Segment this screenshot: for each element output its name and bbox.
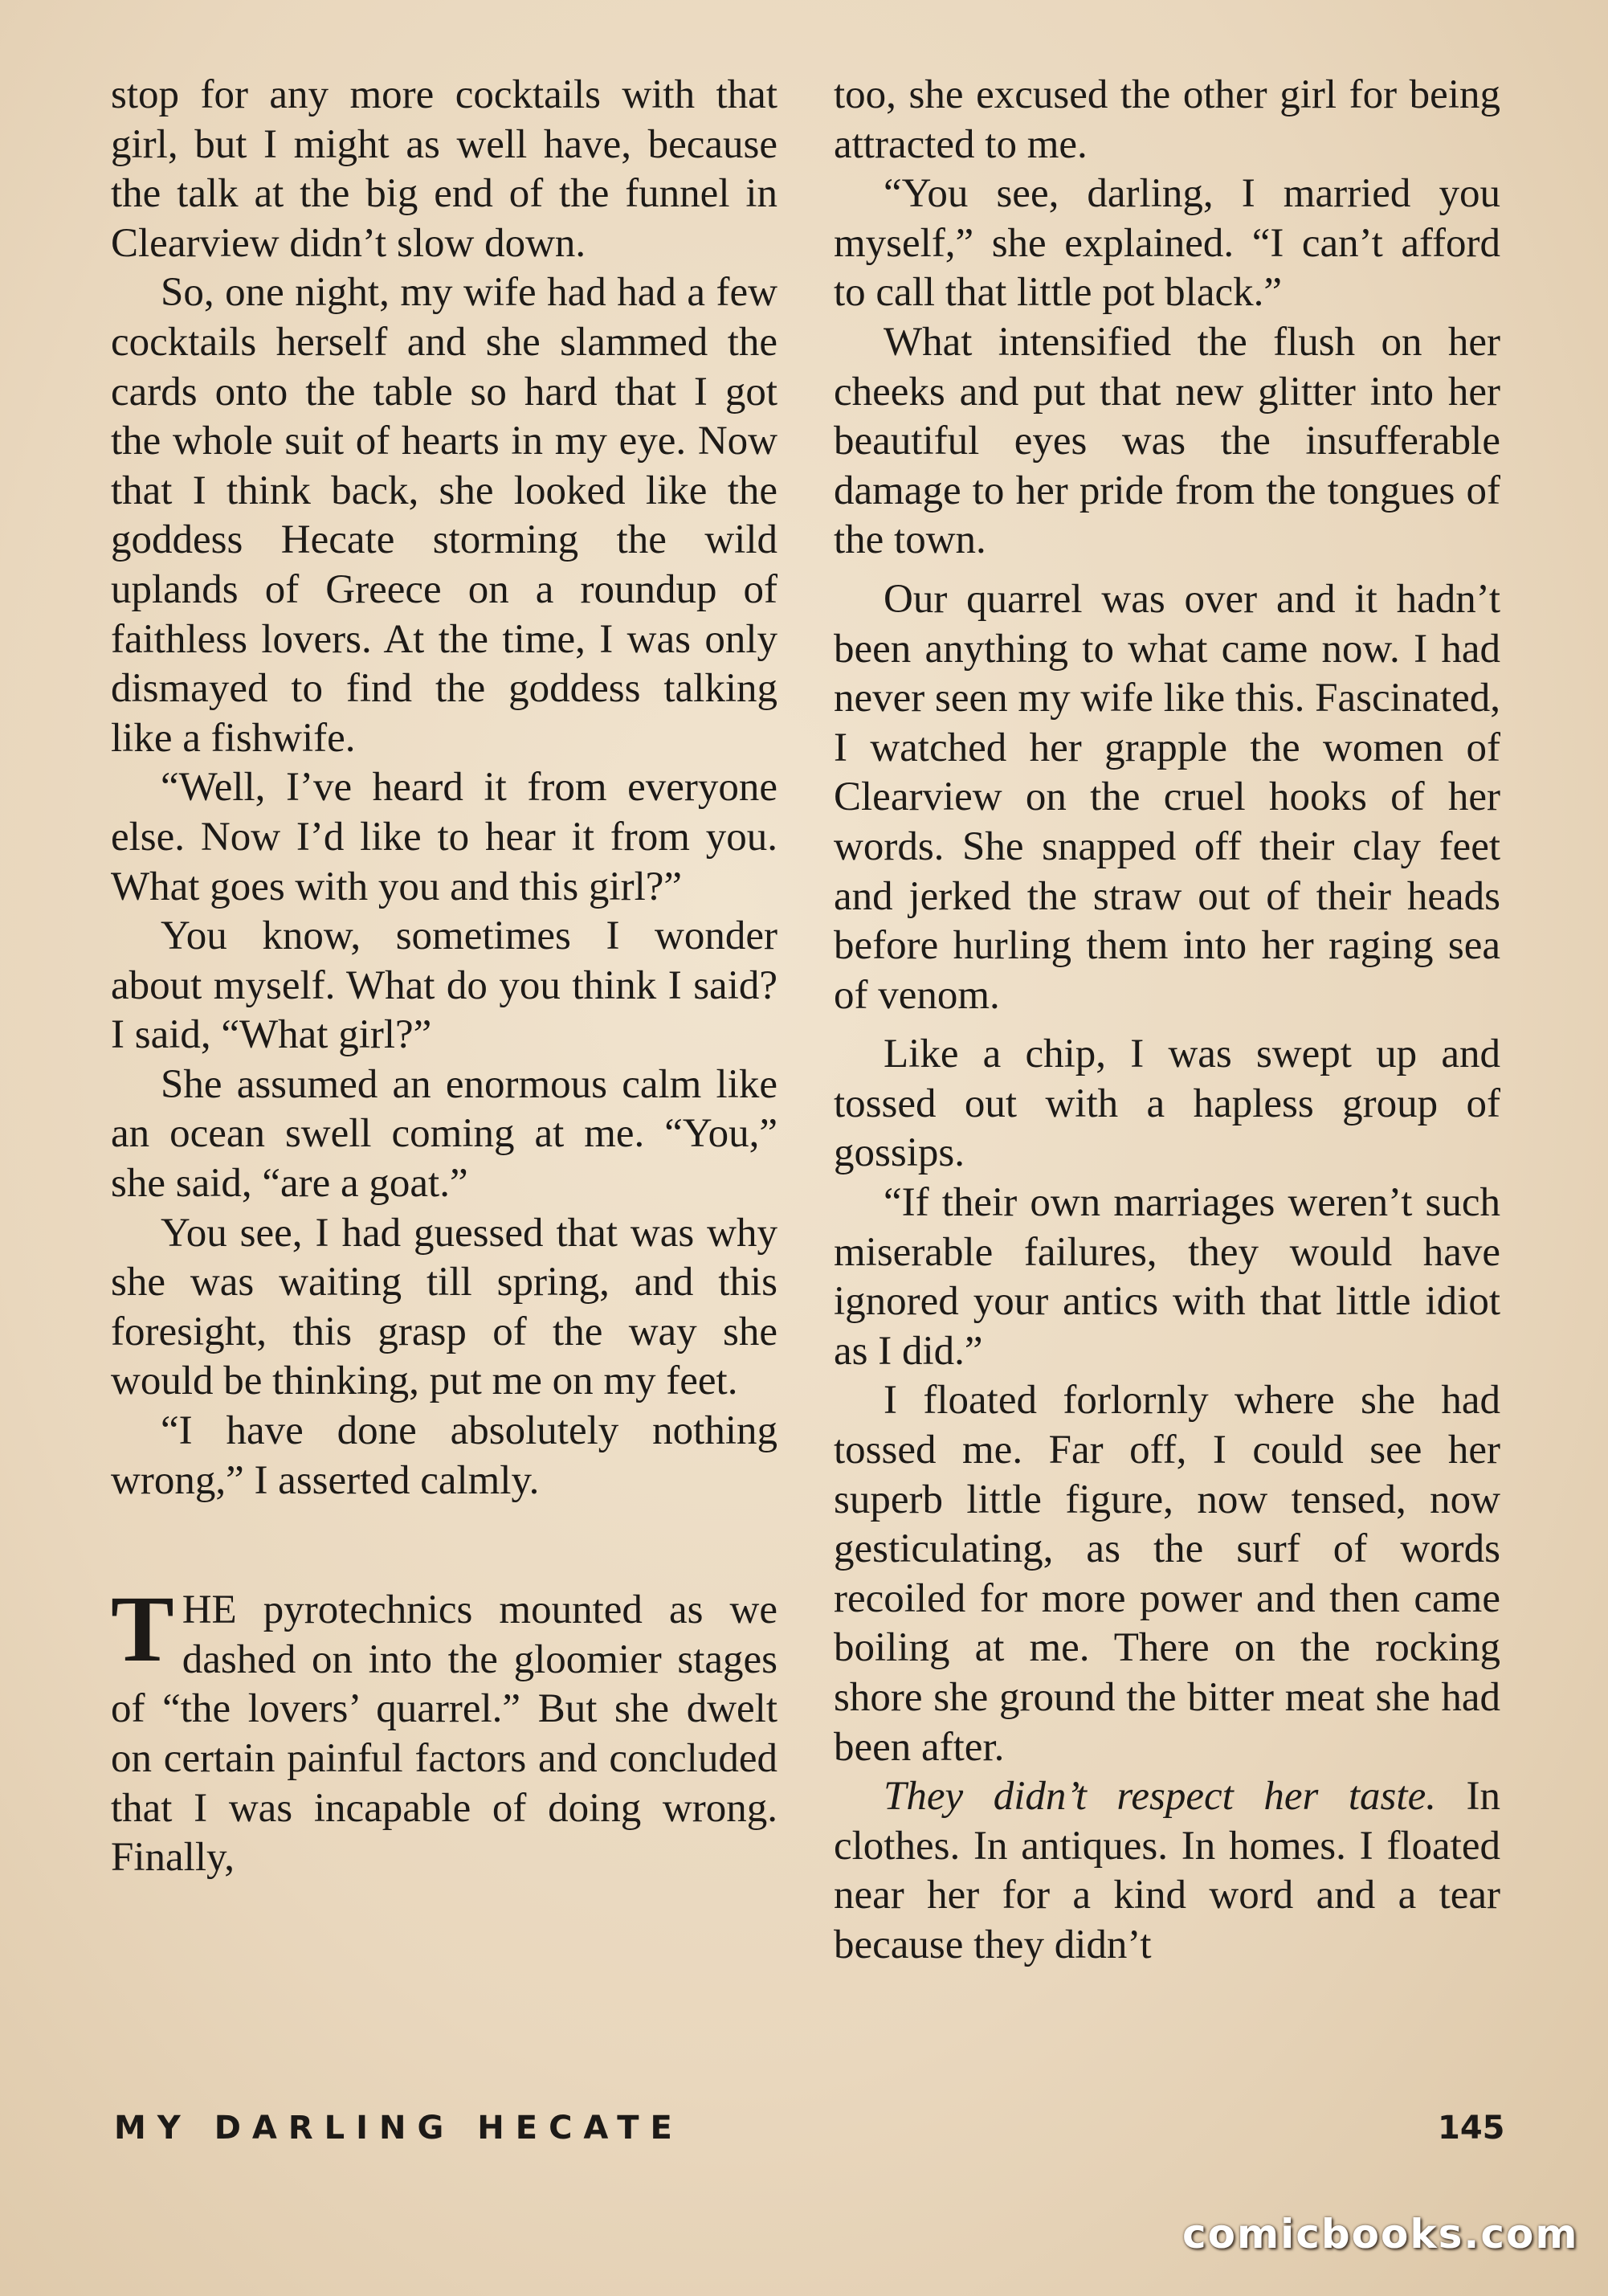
page-number: 145 <box>1438 2110 1505 2147</box>
paragraph <box>834 1772 1500 1970</box>
left-column <box>111 71 777 1883</box>
drop-cap: T <box>111 1576 174 1682</box>
right-column <box>834 71 1500 1971</box>
paragraph-text: HE pyrotechnics mounted as we dashed on into the gloomier stages of “the lovers’ quarrel.” But she dwelt on certain painful factors and concluded that I was incapable of doing wrong. Finally, <box>111 1587 777 1881</box>
watermark: comicbooks.com <box>1182 2211 1579 2257</box>
paragraph: “Well, I’ve heard it from everyone else. Now I’d like to hear it from you. What goes with you and this girl?” <box>111 765 777 909</box>
section-paragraph <box>111 1576 777 1883</box>
paragraph: I floated forlornly where she had tossed me. Far off, I could see her superb little figure, now tensed, now gesticulating, as the surf of words recoiled for more power and then came boiling at me. There on the rocking shore she ground the bitter meat she had been after. <box>834 1378 1500 1770</box>
paragraph: Like a chip, I was swept up and tossed out with a hapless group of gossips. <box>834 1032 1500 1176</box>
paragraph: What intensified the flush on her cheeks and put that new glitter into her beautiful eyes was the insufferable damage to her pride from the tongues of the town. <box>834 319 1500 563</box>
paragraph-text: In clothes. In antiques. In homes. I floated near her for a kind word and a tear because they didn’t <box>834 1774 1501 1967</box>
paragraph: Our quarrel was over and it hadn’t been anything to what came now. I had never seen my wife like this. Fascinated, I watched her grapple the women of Clearview on the cruel hooks of her words. She snapped off their clay feet and jerked the straw out of their heads before hurling them into her raging sea of venom. <box>834 576 1500 1018</box>
paragraph: You see, I had guessed that was why she was waiting till spring, and this foresight, this grasp of the way she would be thinking, put me on my feet. <box>111 1210 777 1404</box>
paragraph: stop for any more cocktails with that girl, but I might as well have, because the talk at the big end of the funnel in Clearview didn’t slow down. <box>111 72 777 266</box>
paragraph: “You see, darling, I married you myself,” she explained. “I can’t afford to call that little pot black.” <box>834 171 1500 316</box>
italic-phrase: They didn’t respect her taste. <box>884 1774 1436 1820</box>
paragraph: “I have done absolutely nothing wrong,” I asserted calmly. <box>111 1408 777 1503</box>
paragraph: She assumed an enormous calm like an ocean swell coming at me. “You,” she said, “are a goat.” <box>111 1061 777 1207</box>
paragraph: So, one night, my wife had had a few cocktails herself and she slammed the cards onto the table so hard that I got the whole suit of hearts in my eye. Now that I think back, she looked like the goddess Hecate storming the wild uplands of Greece on a roundup of faithless lovers. At the time, I was only dismayed to find the goddess talking like a fishwife. <box>111 270 777 761</box>
paragraph: You know, sometimes I wonder about myself. What do you think I said? I said, “What girl?” <box>111 913 777 1058</box>
paragraph: “If their own marriages weren’t such miserable failures, they would have ignored your antics with that little idiot as I did.” <box>834 1180 1500 1374</box>
running-footer-title: MY DARLING HECATE <box>114 2110 684 2147</box>
paragraph: too, she excused the other girl for being attracted to me. <box>834 72 1500 167</box>
